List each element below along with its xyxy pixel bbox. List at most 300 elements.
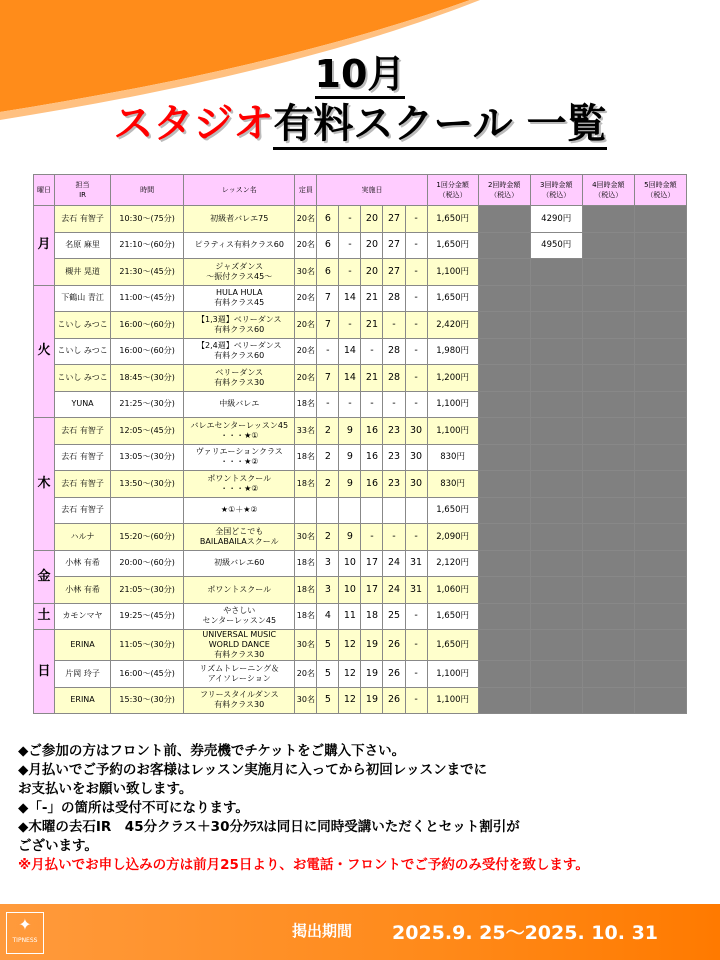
date-cell: 9	[339, 471, 361, 498]
date-cell: 5	[317, 630, 339, 661]
date-cell	[339, 497, 361, 524]
instructor-cell: ハルナ	[55, 524, 111, 551]
capacity-cell: 20名	[295, 232, 317, 259]
note-line: ◆ご参加の方はフロント前、券売機でチケットをご購入下さい。	[18, 743, 406, 759]
date-cell: -	[405, 524, 427, 551]
lesson-cell: ★①＋★②	[184, 497, 295, 524]
date-cell: 9	[339, 444, 361, 471]
fee-3-cell	[530, 661, 582, 688]
fee-3-cell	[530, 497, 582, 524]
fee-4-cell	[582, 471, 634, 498]
time-cell: 12:05～(45分)	[111, 418, 184, 445]
instructor-cell: 片岡 玲子	[55, 661, 111, 688]
date-cell: -	[405, 206, 427, 233]
date-cell: 17	[361, 550, 383, 577]
table-row	[34, 365, 687, 392]
date-cell: 14	[339, 338, 361, 365]
fee-4-cell	[582, 365, 634, 392]
date-cell: 2	[317, 418, 339, 445]
table-row	[34, 391, 687, 418]
date-cell: -	[339, 232, 361, 259]
time-cell: 13:05～(30分)	[111, 444, 184, 471]
fee-1-cell: 2,120円	[427, 550, 478, 577]
capacity-cell: 30名	[295, 524, 317, 551]
fee-2-cell	[478, 444, 530, 471]
date-cell: 5	[317, 687, 339, 714]
lesson-cell: ポワントスクール ・・・★②	[184, 471, 295, 498]
fee-1-cell: 1,650円	[427, 497, 478, 524]
date-cell: 9	[339, 418, 361, 445]
fee-2-cell	[478, 630, 530, 661]
date-cell: -	[405, 630, 427, 661]
date-cell: -	[339, 312, 361, 339]
fee-1-cell: 1,100円	[427, 661, 478, 688]
instructor-cell: 槻井 晃道	[55, 259, 111, 286]
day-cell: 日	[34, 630, 55, 714]
fee-2-cell	[478, 524, 530, 551]
header-day: 曜日	[34, 175, 55, 206]
fee-4-cell	[582, 524, 634, 551]
date-cell: 7	[317, 312, 339, 339]
fee-3-cell	[530, 285, 582, 312]
day-cell: 土	[34, 603, 55, 630]
fee-3-cell	[530, 550, 582, 577]
time-cell: 21:25～(30分)	[111, 391, 184, 418]
logo-mark-icon: ✦	[18, 915, 32, 934]
time-cell: 15:30～(30分)	[111, 687, 184, 714]
date-cell: 26	[383, 661, 405, 688]
table-row	[34, 603, 687, 630]
header-fee-3: 3回時金額 （税込）	[530, 175, 582, 206]
date-cell: -	[405, 687, 427, 714]
date-cell	[361, 497, 383, 524]
time-cell: 16:00～(60分)	[111, 338, 184, 365]
table-row	[34, 661, 687, 688]
date-cell	[317, 497, 339, 524]
title-list: 一覧	[526, 101, 607, 147]
date-cell: 30	[405, 444, 427, 471]
fee-5-cell	[634, 497, 686, 524]
time-cell: 16:00～(60分)	[111, 312, 184, 339]
date-cell: -	[383, 312, 405, 339]
date-cell	[383, 497, 405, 524]
date-cell: 7	[317, 285, 339, 312]
fee-2-cell	[478, 497, 530, 524]
instructor-cell: 去石 有智子	[55, 206, 111, 233]
fee-2-cell	[478, 312, 530, 339]
fee-1-cell: 830円	[427, 444, 478, 471]
tipness-logo	[6, 912, 44, 954]
instructor-cell: 名原 麻里	[55, 232, 111, 259]
date-cell: 20	[361, 206, 383, 233]
lesson-cell: 【1,3週】ベリーダンス 有料クラス60	[184, 312, 295, 339]
instructor-cell: 去石 有智子	[55, 497, 111, 524]
capacity-cell: 20名	[295, 285, 317, 312]
fee-4-cell	[582, 285, 634, 312]
capacity-cell: 18名	[295, 471, 317, 498]
fee-4-cell	[582, 550, 634, 577]
fee-4-cell	[582, 630, 634, 661]
header-fee-4: 4回時金額 （税込）	[582, 175, 634, 206]
time-cell: 18:45～(30分)	[111, 365, 184, 392]
fee-5-cell	[634, 687, 686, 714]
fee-2-cell	[478, 661, 530, 688]
date-cell: 6	[317, 232, 339, 259]
time-cell	[111, 497, 184, 524]
instructor-cell: 去石 有智子	[55, 418, 111, 445]
fee-4-cell	[582, 661, 634, 688]
fee-3-cell	[530, 577, 582, 604]
date-cell: 10	[339, 550, 361, 577]
instructor-cell: 去石 有智子	[55, 471, 111, 498]
date-cell: -	[339, 391, 361, 418]
lesson-cell: リズムトレーニング＆ アイソレーション	[184, 661, 295, 688]
fee-5-cell	[634, 418, 686, 445]
day-cell: 木	[34, 418, 55, 551]
fee-1-cell: 1,650円	[427, 603, 478, 630]
date-cell: 3	[317, 550, 339, 577]
date-cell: 28	[383, 285, 405, 312]
lesson-cell: ヴァリエーションクラス ・・・★②	[184, 444, 295, 471]
date-cell: 14	[339, 285, 361, 312]
date-cell: 18	[361, 603, 383, 630]
date-cell: 5	[317, 661, 339, 688]
header-capacity: 定員	[295, 175, 317, 206]
date-cell: 23	[383, 418, 405, 445]
fee-1-cell: 830円	[427, 471, 478, 498]
table-row	[34, 444, 687, 471]
fee-2-cell	[478, 391, 530, 418]
header-fee-5: 5回時金額 （税込）	[634, 175, 686, 206]
capacity-cell: 18名	[295, 577, 317, 604]
period-value: 2025.9. 25～2025. 10. 31	[392, 922, 659, 944]
fee-1-cell: 1,100円	[427, 259, 478, 286]
logo-text: TIPNESS	[12, 937, 38, 944]
time-cell: 19:25～(45分)	[111, 603, 184, 630]
capacity-cell: 18名	[295, 603, 317, 630]
fee-5-cell	[634, 661, 686, 688]
date-cell: -	[361, 524, 383, 551]
instructor-cell: 下鶴山 青江	[55, 285, 111, 312]
instructor-cell: こいし みつこ	[55, 338, 111, 365]
date-cell: 19	[361, 687, 383, 714]
fee-1-cell: 1,980円	[427, 338, 478, 365]
fee-3-cell	[530, 444, 582, 471]
date-cell: 31	[405, 550, 427, 577]
table-row	[34, 471, 687, 498]
date-cell: -	[405, 661, 427, 688]
fee-2-cell	[478, 338, 530, 365]
fee-5-cell	[634, 259, 686, 286]
date-cell: 6	[317, 206, 339, 233]
time-cell: 13:50～(30分)	[111, 471, 184, 498]
date-cell: 9	[339, 524, 361, 551]
table-row	[34, 497, 687, 524]
date-cell: 25	[383, 603, 405, 630]
fee-5-cell	[634, 338, 686, 365]
lesson-cell: ジャズダンス ～振付クラス45～	[184, 259, 295, 286]
date-cell: 16	[361, 418, 383, 445]
date-cell: 4	[317, 603, 339, 630]
date-cell: 12	[339, 687, 361, 714]
fee-5-cell	[634, 630, 686, 661]
date-cell: 6	[317, 259, 339, 286]
lesson-cell: ポワントスクール	[184, 577, 295, 604]
fee-3-cell	[530, 524, 582, 551]
instructor-cell: 小林 有希	[55, 550, 111, 577]
date-cell: -	[405, 232, 427, 259]
fee-5-cell	[634, 577, 686, 604]
fee-2-cell	[478, 687, 530, 714]
date-cell: 16	[361, 471, 383, 498]
date-cell: -	[361, 391, 383, 418]
date-cell: 20	[361, 232, 383, 259]
table-row	[34, 338, 687, 365]
header-lesson: レッスン名	[184, 175, 295, 206]
title-month: 10月	[315, 52, 406, 99]
fee-2-cell	[478, 365, 530, 392]
fee-5-cell	[634, 550, 686, 577]
fee-2-cell	[478, 206, 530, 233]
instructor-cell: こいし みつこ	[55, 365, 111, 392]
date-cell: -	[405, 312, 427, 339]
table-header-row	[34, 175, 687, 206]
fee-1-cell: 1,200円	[427, 365, 478, 392]
note-line: ◆「-」の箇所は受付不可になります。	[18, 800, 249, 816]
fee-2-cell	[478, 577, 530, 604]
date-cell: 21	[361, 285, 383, 312]
schedule-table	[33, 174, 687, 714]
lesson-cell: 中級バレエ	[184, 391, 295, 418]
instructor-cell: ERINA	[55, 630, 111, 661]
capacity-cell: 30名	[295, 259, 317, 286]
fee-5-cell	[634, 603, 686, 630]
lesson-cell: やさしい センターレッスン45	[184, 603, 295, 630]
day-cell: 月	[34, 206, 55, 286]
fee-2-cell	[478, 603, 530, 630]
fee-4-cell	[582, 312, 634, 339]
header-fee-2: 2回時金額 （税込）	[478, 175, 530, 206]
date-cell: 12	[339, 630, 361, 661]
fee-4-cell	[582, 338, 634, 365]
header-ir: 担当 IR	[55, 175, 111, 206]
note-red-warning: ※月払いでお申し込みの方は前月25日より、お電話・フロントでご予約のみ受付を致します。	[18, 857, 589, 873]
date-cell: -	[405, 259, 427, 286]
date-cell: -	[339, 259, 361, 286]
fee-3-cell	[530, 687, 582, 714]
fee-1-cell: 1,650円	[427, 206, 478, 233]
capacity-cell	[295, 497, 317, 524]
date-cell: 23	[383, 471, 405, 498]
title-paid-school: 有料スクール	[273, 101, 513, 147]
fee-4-cell	[582, 232, 634, 259]
footer-bar	[0, 904, 720, 960]
capacity-cell: 20名	[295, 312, 317, 339]
date-cell: 26	[383, 630, 405, 661]
date-cell: -	[383, 391, 405, 418]
time-cell: 11:05～(30分)	[111, 630, 184, 661]
date-cell: 16	[361, 444, 383, 471]
date-cell: 11	[339, 603, 361, 630]
fee-1-cell: 1,100円	[427, 687, 478, 714]
fee-5-cell	[634, 391, 686, 418]
note-line: ございます。	[18, 838, 98, 854]
fee-4-cell	[582, 444, 634, 471]
fee-5-cell	[634, 285, 686, 312]
table-row	[34, 550, 687, 577]
date-cell	[405, 497, 427, 524]
date-cell: 21	[361, 312, 383, 339]
date-cell: -	[405, 285, 427, 312]
fee-1-cell: 2,420円	[427, 312, 478, 339]
fee-3-cell	[530, 365, 582, 392]
fee-3-cell: 4290円	[530, 206, 582, 233]
fee-3-cell	[530, 391, 582, 418]
table-row	[34, 312, 687, 339]
instructor-cell: カモンマヤ	[55, 603, 111, 630]
date-cell: 27	[383, 232, 405, 259]
lesson-cell: HULA HULA 有料クラス45	[184, 285, 295, 312]
date-cell: -	[317, 338, 339, 365]
fee-2-cell	[478, 471, 530, 498]
fee-2-cell	[478, 418, 530, 445]
fee-3-cell	[530, 603, 582, 630]
date-cell: 21	[361, 365, 383, 392]
table-row	[34, 630, 687, 661]
capacity-cell: 18名	[295, 444, 317, 471]
fee-5-cell	[634, 524, 686, 551]
instructor-cell: こいし みつこ	[55, 312, 111, 339]
time-cell: 20:00～(60分)	[111, 550, 184, 577]
fee-4-cell	[582, 418, 634, 445]
date-cell: 2	[317, 471, 339, 498]
date-cell: 28	[383, 338, 405, 365]
fee-3-cell	[530, 418, 582, 445]
capacity-cell: 18名	[295, 391, 317, 418]
day-cell: 金	[34, 550, 55, 603]
lesson-cell: 【2,4週】ベリーダンス 有料クラス60	[184, 338, 295, 365]
date-cell: 30	[405, 418, 427, 445]
date-cell: 10	[339, 577, 361, 604]
fee-2-cell	[478, 285, 530, 312]
fee-4-cell	[582, 391, 634, 418]
fee-5-cell	[634, 312, 686, 339]
date-cell: 24	[383, 577, 405, 604]
date-cell: 14	[339, 365, 361, 392]
notes-section	[18, 742, 718, 875]
title-studio: スタジオ	[113, 101, 274, 147]
table-row	[34, 259, 687, 286]
header-fee-1: 1回分金額 （税込）	[427, 175, 478, 206]
note-line: ◆月払いでご予約のお客様はレッスン実施月に入ってから初回レッスンまでに	[18, 762, 488, 778]
fee-1-cell: 1,650円	[427, 285, 478, 312]
fee-1-cell: 1,650円	[427, 232, 478, 259]
capacity-cell: 30名	[295, 630, 317, 661]
lesson-cell: フリースタイルダンス 有料クラス30	[184, 687, 295, 714]
date-cell: -	[405, 391, 427, 418]
capacity-cell: 20名	[295, 661, 317, 688]
time-cell: 15:20～(60分)	[111, 524, 184, 551]
lesson-cell: 全国どこでも BAILABAILAスクール	[184, 524, 295, 551]
date-cell: 23	[383, 444, 405, 471]
header-time: 時間	[111, 175, 184, 206]
fee-5-cell	[634, 206, 686, 233]
date-cell: 2	[317, 444, 339, 471]
time-cell: 21:05～(30分)	[111, 577, 184, 604]
date-cell: 26	[383, 687, 405, 714]
lesson-cell: ピラティス有料クラス60	[184, 232, 295, 259]
fee-1-cell: 1,060円	[427, 577, 478, 604]
table-row	[34, 206, 687, 233]
date-cell: 28	[383, 365, 405, 392]
time-cell: 10:30～(75分)	[111, 206, 184, 233]
page-title	[0, 52, 720, 149]
time-cell: 11:00～(45分)	[111, 285, 184, 312]
capacity-cell: 18名	[295, 550, 317, 577]
date-cell: -	[383, 524, 405, 551]
lesson-cell: 初級者バレエ75	[184, 206, 295, 233]
fee-1-cell: 1,100円	[427, 418, 478, 445]
fee-1-cell: 1,100円	[427, 391, 478, 418]
date-cell: -	[361, 338, 383, 365]
header-dates: 実施日	[317, 175, 427, 206]
fee-2-cell	[478, 259, 530, 286]
date-cell: 20	[361, 259, 383, 286]
fee-3-cell: 4950円	[530, 232, 582, 259]
fee-4-cell	[582, 259, 634, 286]
date-cell: 31	[405, 577, 427, 604]
date-cell: 7	[317, 365, 339, 392]
note-line: お支払いをお願い致します。	[18, 781, 193, 797]
day-cell: 火	[34, 285, 55, 418]
fee-5-cell	[634, 444, 686, 471]
date-cell: 17	[361, 577, 383, 604]
date-cell: 30	[405, 471, 427, 498]
capacity-cell: 20名	[295, 365, 317, 392]
time-cell: 21:10～(60分)	[111, 232, 184, 259]
date-cell: 2	[317, 524, 339, 551]
fee-5-cell	[634, 365, 686, 392]
fee-4-cell	[582, 687, 634, 714]
date-cell: -	[339, 206, 361, 233]
date-cell: 19	[361, 661, 383, 688]
table-row	[34, 524, 687, 551]
instructor-cell: 小林 有希	[55, 577, 111, 604]
table-row	[34, 232, 687, 259]
fee-1-cell: 1,650円	[427, 630, 478, 661]
capacity-cell: 20名	[295, 206, 317, 233]
fee-5-cell	[634, 471, 686, 498]
table-row	[34, 285, 687, 312]
period-label: 掲出期間	[292, 922, 353, 940]
date-cell: -	[405, 603, 427, 630]
date-cell: 12	[339, 661, 361, 688]
fee-3-cell	[530, 259, 582, 286]
date-cell: -	[317, 391, 339, 418]
lesson-cell: UNIVERSAL MUSIC WORLD DANCE 有料クラス30	[184, 630, 295, 661]
date-cell: -	[405, 365, 427, 392]
capacity-cell: 33名	[295, 418, 317, 445]
time-cell: 21:30～(45分)	[111, 259, 184, 286]
fee-3-cell	[530, 471, 582, 498]
fee-2-cell	[478, 550, 530, 577]
date-cell: 27	[383, 206, 405, 233]
instructor-cell: YUNA	[55, 391, 111, 418]
fee-3-cell	[530, 312, 582, 339]
lesson-cell: バレエセンターレッスン45 ・・・★①	[184, 418, 295, 445]
instructor-cell: 去石 有智子	[55, 444, 111, 471]
table-row	[34, 418, 687, 445]
